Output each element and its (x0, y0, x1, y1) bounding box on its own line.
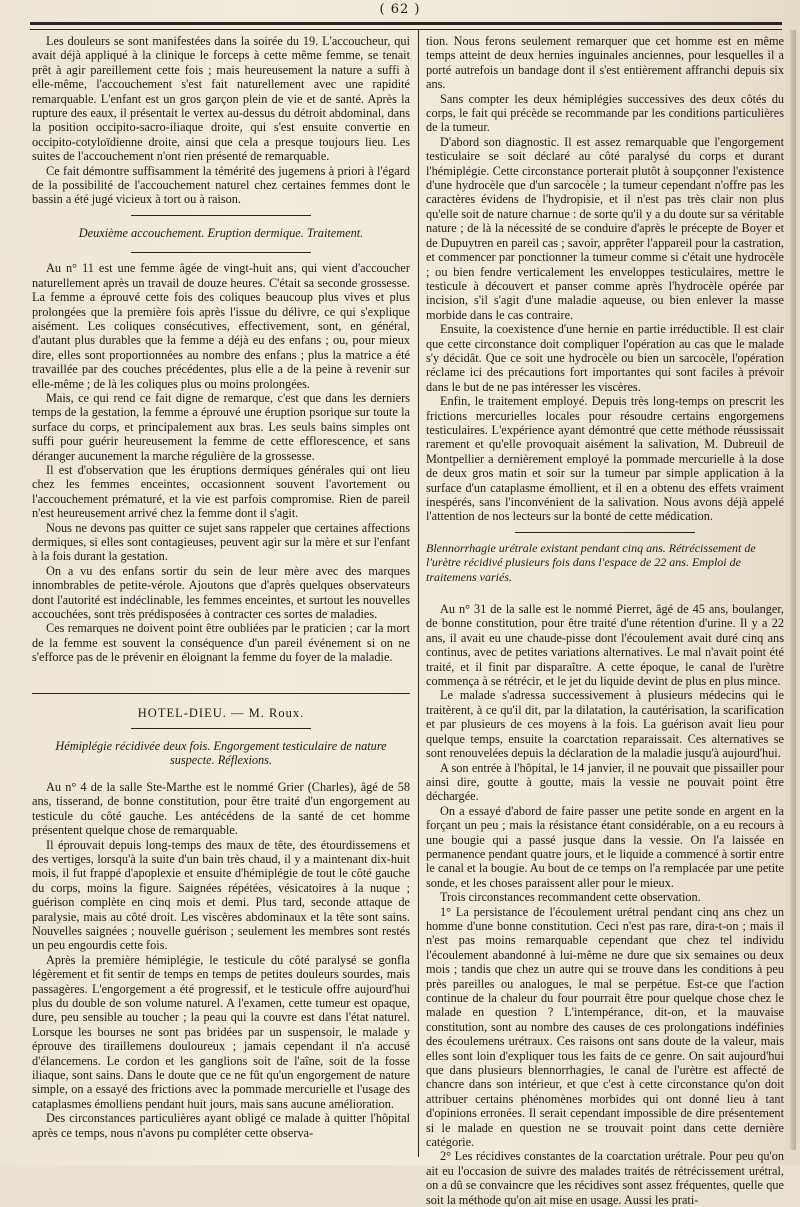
paragraph: Mais, ce qui rend ce fait digne de remarque, c'est que dans les derniers temps de la gestation, la femme a éprouvé une éruption psorique sur toute la surface du corps, et principalement aux bras. Les seuls bains simples ont suffi pour guérir heureusement la femme de cette efflorescence, et sans déranger aucunement la marche régulière de la grossesse. (32, 390, 410, 463)
section-title: HOTEL-DIEU. — M. Roux. (137, 705, 305, 720)
paragraph: D'abord son diagnostic. Il est assez remarquable que l'engorgement testiculaire se soit déclaré au côté paralysé du corps et durant l'hémiplégie. Cette circonstance porterait plutôt à soupçonner l'existence d'une hydrocèle que d'un sarcocèle ; la tumeur cependant n'offre pas les caractères évidens de l'hydropisie, et il n'est pas très clair non plus qu'elle soit de nature charnue : de sorte qu'il y a du doute sur sa véritable nature ; de là la nécessité de se conduire d'après le précepte de Boyer et de Dupuytren en pareil cas ; savoir, apprêter l'appareil pour la castration, et commencer par ponctionner la tumeur comme si c'était une hydrocèle ; ou bien fendre verticalement les enveloppes testiculaires, mettre le testicule à découvert et panser comme après l'hydrocèle opérée par incision, s'il s'agit d'une maladie aqueuse, ou bien enlever la masse morbide dans le cas contraire. (426, 134, 784, 322)
paragraph: A son entrée à l'hôpital, le 14 janvier, il ne pouvait que pissailler pour ainsi dire, goutte à goutte, mais la vessie ne pouvait point être déchargée. (426, 760, 784, 804)
paragraph: Au n° 31 de la salle est le nommé Pierret, âgé de 45 ans, boulanger, de bonne constitution, pour être traité d'une rétention d'urine. Il y a 22 ans, il avait eu une chaude-pisse dont l'écoulement avait duré cinq ans continus, avec de petites variations alternatives. Le mal n'avait point été traité, et il finit par disparaître. A cette époque, le canal de l'urètre commença à se rétrécir, et le jet du liquide devint de plus en plus mince. (426, 602, 784, 689)
paragraph: Enfin, le traitement employé. Depuis très long-temps on prescrit les frictions mercurielles locales pour résoudre certains engorgemens testiculaires. L'expérience ayant démontré que cette méthode réussissait rarement et qu'elle provoquait aisément la salivation, M. Dubreuil de Montpellier a dernièrement employé la pommade mercurielle à la dose de deux gros matin et soir sur la tumeur par simple application à la surface d'un cataplasme émollient, et il en a obtenu des effets vraiment inespérés, sans l'inconvénient de la salivation. Nous avons déjà appelé l'attention de nos lecteurs sur la bonté de cette médication. (426, 394, 784, 524)
separator (32, 693, 410, 694)
article-heading: Hémiplégie récidivée deux fois. Engorgement testiculaire de nature suspecte. Réflexions. (55, 739, 387, 768)
column-divider (418, 30, 419, 1157)
paragraph: Ce fait démontre suffisamment la témérité des jugemens à priori à l'égard de la possibilité de l'accouchement naturel chez certaines femmes dont le bassin a été jugé vicieux à tort ou à raison. (32, 163, 410, 207)
paragraph: Des circonstances particulières ayant obligé ce malade à quitter l'hôpital après ce temps, nous n'avons pu compléter cette observa- (32, 1111, 410, 1140)
right-column (426, 34, 784, 1207)
paragraph: On a essayé d'abord de faire passer une petite sonde en argent en la forçant un peu ; mais la résistance étant considérable, on a eu recours à une bougie qui a passé jusque dans la vessie. On l'a laissée en permanence pendant quatre jours, et le liquide a commencé à sortir entre le canal et la bougie. Au bout de ce temps on l'a remplacée par une petite sonde, et les choses paraissent aller pour le mieux. (426, 803, 784, 890)
paragraph: Au n° 4 de la salle Ste-Marthe est le nommé Grier (Charles), âgé de 58 ans, tisserand, de bonne constitution, pour être traité d'un engorgement au testicule du côté gauche. Les antécédens de la santé de cet homme présentent quelque chose de remarquable. (32, 779, 410, 838)
separator (131, 215, 311, 216)
paragraph: Ensuite, la coexistence d'une hernie en partie irréductible. Il est clair que cette circonstance doit compliquer l'opération au cas que le malade s'y décidât. Que ce soit une hydrocèle ou bien un sarcocèle, l'opération réclame ici des précautions fort importantes qui sont faciles à prévoir dans le but de ne pas intéresser les viscères. (426, 322, 784, 394)
paragraph: Sans compter les deux hémiplégies successives des deux côtés du corps, le fait qui précède se recommande par les conditions particulières de la tumeur. (426, 91, 784, 135)
separator (515, 532, 695, 533)
page-edge (790, 30, 796, 1150)
left-column (32, 34, 410, 1159)
paragraph: Le malade s'adressa successivement à plusieurs médecins qui le traitèrent, à ce qu'il dit, par la dilatation, la cautérisation, la scarification et par plusieurs de ces moyens à la fois. La guérison avait lieu pour quelque temps, ensuite la coarctation reparaissait. Ces alternatives se sont renouvelées depuis la déclaration de la maladie jusqu'à aujourd'hui. (426, 688, 784, 761)
paragraph: Il éprouvait depuis long-temps des maux de tête, des étourdissemens et des vertiges, lorsqu'à la suite d'un bain très chaud, il y a maintenant dix-huit mois, il fut frappé d'apoplexie et ensuite d'hémiplégie de tout le côté gauche du corps, moins la figure. Saignées répétées, vésicatoires à la nuque ; guérison complète en cinq mois et demi. Plus tard, seconde attaque de paralysie, mais au côté droit. Les viscères abdominaux et la tête sont sains. Nouvelles saignées ; nouvelle guérison ; seulement les membres sont restés un peu engourdis cette fois. (32, 837, 410, 953)
separator (131, 252, 311, 253)
paragraph: Nous ne devons pas quitter ce sujet sans rappeler que certaines affections dermiques, si elles sont contagieuses, peuvent agir sur la mère et sur l'enfant à la fois durant la gestation. (32, 520, 410, 564)
article-heading: Blennorrhagie urétrale existant pendant cinq ans. Rétrécissement de l'urètre récidivé plusieurs fois dans l'espace de 22 ans. Emploi de traitemens variés. (426, 540, 756, 584)
section-heading: Deuxième accouchement. Eruption dermique. Traitement. (78, 225, 364, 240)
paragraph: Ces remarques ne doivent point être oubliées par le praticien ; car la mort de la femme est souvent la conséquence d'un pareil événement si on ne s'efforce pas de le prévenir en éloignant la femme du foyer de la maladie. (32, 621, 410, 665)
paragraph: Au n° 11 est une femme âgée de vingt-huit ans, qui vient d'accoucher naturellement après un travail de douze heures. C'était sa seconde grossesse. La femme a éprouvé cette fois des coliques beaucoup plus vives et plus prolongées que la première fois après l'issue du délivre, ce qui s'explique aisément. Les coliques consécutives, effectivement, sont, en général, d'autant plus durables que la femme a déjà eu des enfans ; ou, pour mieux dire, elles sont proportionnées au nombre des enfans ; plus la matrice a été travaillée par des couches précédentes, plus elle a de la peine à revenir sur elle-même ; de là les coliques plus ou moins prolongées. (32, 261, 410, 391)
paragraph: Il est d'observation que les éruptions dermiques générales qui ont lieu chez les femmes enceintes, occasionnent souvent l'avortement ou l'accouchement prématuré, et la vie est parfois compromise. Rien de pareil n'est heureusement arrivé chez la femme dont il s'agit. (32, 462, 410, 521)
top-rule (30, 22, 782, 30)
paragraph: Après la première hémiplégie, le testicule du côté paralysé se gonfla légèrement et fit sentir de temps en temps de petites douleurs sourdes, mais passagères. L'engorgement a été progressif, et le testicule offre aujourd'hui plus du double de son volume naturel. A l'examen, cette tumeur est opaque, dure, peu sensible au toucher ; la peau qui la couvre est dans l'état naturel. Lorsque les bourses ne sont pas bridées par un suspensoir, le malade y éprouve des tiraillemens douloureux ; jamais cependant il n'a accusé d'élancemens. Le cordon et les ganglions soit de l'aîne, soit de la fosse iliaque, sont sains. Dans le doute que ce ne fût qu'un engorgement de nature simple, on a essayé des frictions avec la pommade mercurielle et l'usage des cataplasmes émolliens pendant huit jours, mais sans aucune amélioration. (32, 952, 410, 1111)
paragraph: Les douleurs se sont manifestées dans la soirée du 19. L'accoucheur, qui avait déjà appliqué à la clinique le forceps à cette même femme, se tenait prêt à agir pareillement cette fois ; mais heureusement la nature a suffi à elle-même, l'accouchement s'est fait naturellement avec une rapidité remarquable. L'enfant est un gros garçon plein de vie et de santé. Après la rupture des eaux, il présentait le vertex au-dessus du détroit abdominal, dans la position occipito-sacro-iliaque droite, qui s'est ensuite convertie en occipito-cotyloïdienne droite, ainsi que cela a presque toujours lieu. Les suites de l'accouchement n'ont rien présenté de remarquable. (32, 34, 410, 164)
paragraph: On a vu des enfans sortir du sein de leur mère avec des marques innombrables de petite-vérole. Ajoutons que d'après quelques observateurs dont l'autorité est indéclinable, les femmes enceintes, et surtout les nouvelles accouchées, sont très prédisposées à contracter ces sortes de maladies. (32, 563, 410, 622)
separator (131, 728, 311, 729)
paragraph: Trois circonstances recommandent cette observation. (440, 890, 701, 905)
paragraph: 1° La persistance de l'écoulement urétral pendant cinq ans chez un homme d'une bonne constitution. Ceci n'est pas rare, dira-t-on ; mais il n'est pas moins remarquable cependant que chez tel individu l'écoulement abandonné à lui-même ne dure que six semaines ou deux mois ; tandis que chez un autre qui se trouve dans les conditions à peu près pareilles ou analogues, le mal se perpétue. Est-ce que l'action continue de la chaleur du four pourrait être pour quelque chose chez le malade en question ? L'intempérance, dit-on, et la mauvaise constitution, sont au nombre des causes de ces prolongations indéfinies des écoulemens urétraux. Ces raisons ont sans doute de la valeur, mais elles sont loin d'expliquer tous les faits de ce genre. On sait aujourd'hui que dans plusieurs blennorrhagies, le canal de l'urètre est affecté de chancre dans son intérieur, et que c'est à cette circonstance qu'on doit attribuer certains phénomènes morbides qui ont donné lieu à tant d'opinions erronées. Il serait cependant impossible de dire présentement si le malade en question ne se trouvait point dans cette dernière catégorie. (426, 904, 784, 1150)
paragraph: 2° Les récidives constantes de la coarctation urétrale. Pour peu qu'on ait eu l'occasion de suivre des malades traités de rétrécissement urétral, on a dû se convaincre que les récidives sont assez fréquentes, quelle que soit la méthode qu'on ait mise en usage. Aussi les prati- (426, 1149, 784, 1207)
paragraph: tion. Nous ferons seulement remarquer que cet homme est en même temps atteint de deux hernies inguinales anciennes, pour lesquelles il a porté autrefois un bandage dont il s'est entièrement affranchi depuis six ans. (426, 34, 784, 92)
page-number: ( 62 ) (379, 2, 421, 17)
